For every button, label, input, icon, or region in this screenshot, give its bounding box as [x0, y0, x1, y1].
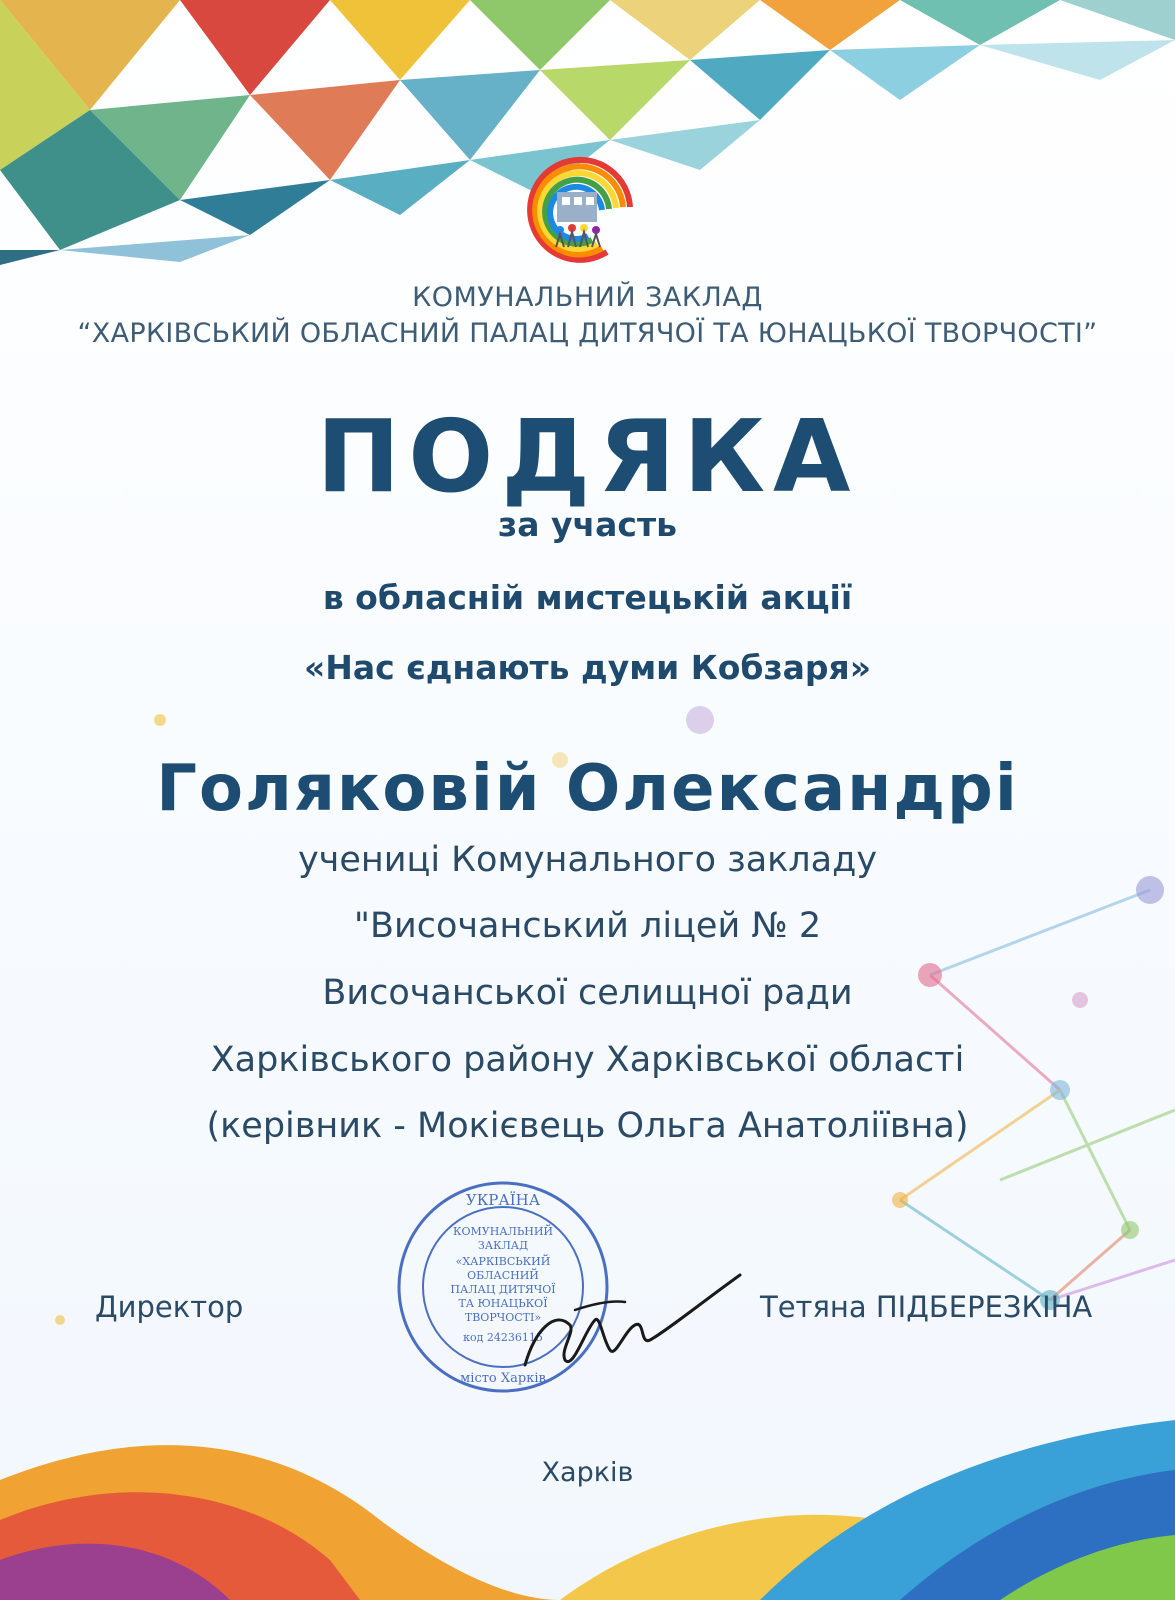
recipient-line2: "Височанський ліцей № 2 — [353, 906, 822, 946]
handwritten-signature — [515, 1270, 745, 1390]
subtitle-line1: за участь — [498, 505, 677, 544]
rainbow-palace-logo-icon — [512, 152, 637, 272]
stamp-line: ПАЛАЦ ДИТЯЧОЇ — [450, 1283, 556, 1296]
stamp-line: ТА ЮНАЦЬКОЇ — [458, 1297, 548, 1310]
stamp-line: ЗАКЛАД — [477, 1239, 529, 1252]
recipient-name: Голяковій Олександрі — [156, 752, 1019, 826]
recipient-line3: Височанської селищної ради — [322, 973, 853, 1013]
stamp-line: код 24236115 — [463, 1331, 543, 1344]
stamp-line: ТВОРЧОСТІ» — [464, 1311, 542, 1324]
bottom-waves — [0, 1420, 1175, 1600]
institution-line1: КОМУНАЛЬНИЙ ЗАКЛАД — [412, 282, 763, 313]
signature-role: Директор — [95, 1290, 244, 1324]
subtitle-line2: в обласній мистецькій акції — [322, 578, 853, 617]
subtitle-line3: «Нас єднають думи Кобзаря» — [303, 648, 872, 687]
stamp-ring-top: УКРАЇНА — [465, 1191, 541, 1209]
network-decoration — [900, 890, 1175, 1300]
recipient-line1: учениці Комунального закладу — [297, 840, 878, 880]
stamp-line: «ХАРКІВСЬКИЙ — [455, 1255, 551, 1268]
certificate-title: ПОДЯКА — [316, 398, 859, 515]
recipient-line5: (керівник - Мокієвець Ольга Анатоліївна) — [206, 1106, 969, 1146]
city-name: Харків — [541, 1457, 634, 1488]
stamp-ring-bottom: місто Харків — [460, 1371, 546, 1386]
signer-name: Тетяна ПІДБЕРЕЗКІНА — [760, 1290, 1093, 1324]
institution-line2: “ХАРКІВСЬКИЙ ОБЛАСНИЙ ПАЛАЦ ДИТЯЧОЇ ТА ЮНАЦЬКОЇ ТВОРЧОСТІ” — [77, 318, 1098, 349]
recipient-line4: Харківського району Харківської області — [210, 1040, 965, 1080]
stamp-line: ОБЛАСНИЙ — [467, 1269, 539, 1282]
stamp-line: КОМУНАЛЬНИЙ — [452, 1225, 554, 1238]
